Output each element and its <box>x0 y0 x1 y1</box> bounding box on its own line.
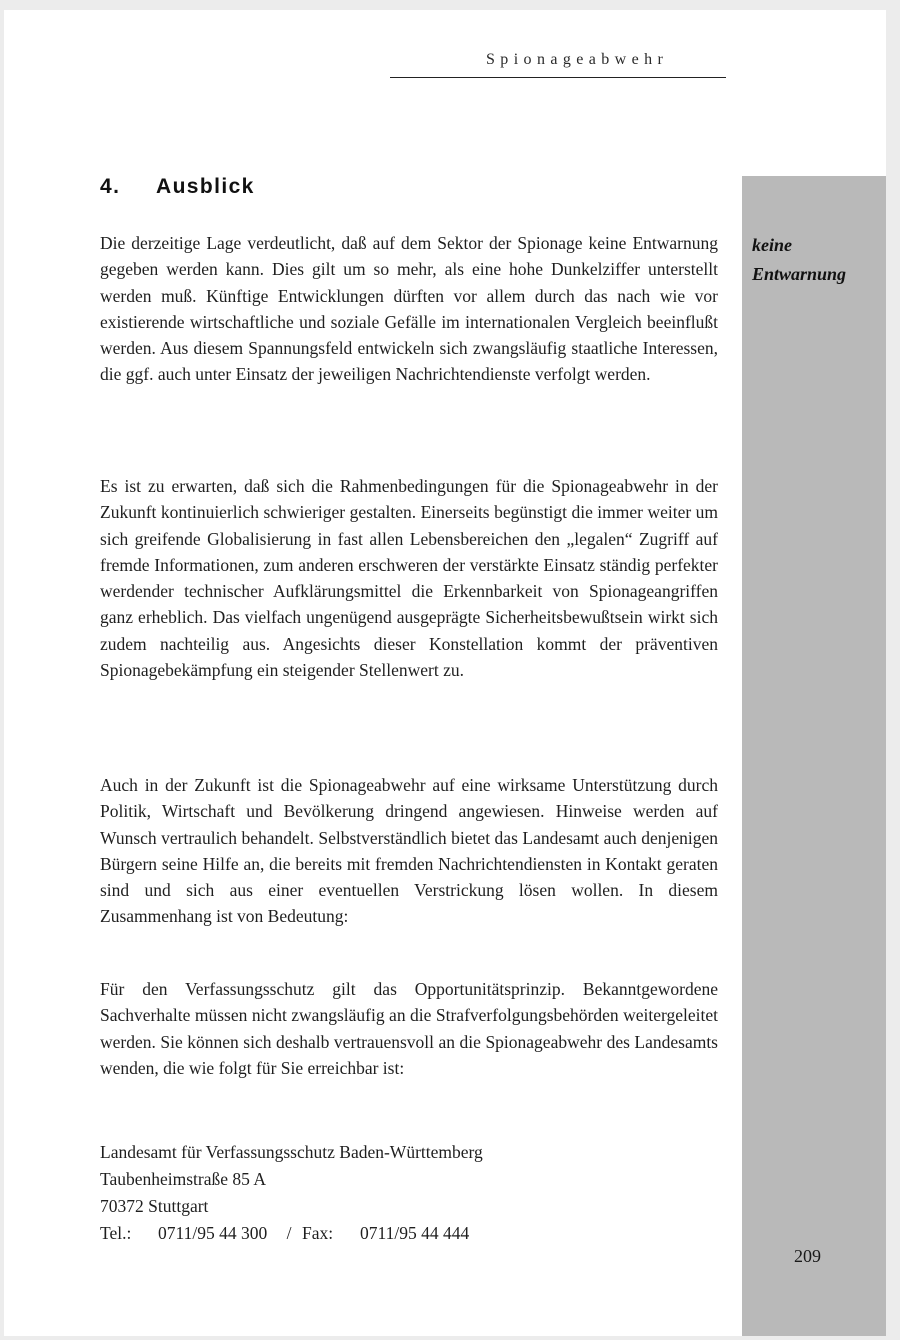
running-head: Spionageabwehr <box>486 51 669 68</box>
margin-note-line-1: keine <box>752 235 792 255</box>
fax-label: Fax: <box>302 1223 334 1243</box>
paragraph-2: Es ist zu erwarten, daß sich die Rahmenbedingungen für die Spionageabwehr in der Zukunft kontinuierlich schwieriger gestalten. Einerseits begünstigt die immer weiter um sich greifende Globalisierung in fast allen Lebensbereichen den „legalen“ Zugriff auf fremde Informationen, zum anderen erschweren der verstärkte Einsatz ständig perfekter werdender technischer Aufklärungsmittel die Erkennbarkeit von Spionageangriffen ganz erheblich. Das vielfach ungenügend ausgeprägte Sicherheitsbewußtsein wirkt sich zudem nachteilig aus. Angesichts dieser Konstellation kommt der präventiven Spionagebekämpfung ein steigender Stellenwert zu. <box>100 476 718 681</box>
address-name: Landesamt für Verfassungsschutz Baden-Württemberg <box>100 1142 483 1162</box>
section-heading <box>100 175 255 199</box>
address-city: 70372 Stuttgart <box>100 1196 209 1216</box>
contact-address <box>100 1139 718 1247</box>
header-rule <box>390 77 726 78</box>
document-page <box>4 10 886 1336</box>
paragraph-1: Die derzeitige Lage verdeutlicht, daß auf dem Sektor der Spionage keine Entwarnung gegeben werden kann. Dies gilt um so mehr, als eine hohe Dunkelziffer unterstellt werden muß. Künftige Entwicklungen dürften vor allem durch das nach wie vor existierende wirtschaftliche und soziale Gefälle im internationalen Vergleich beeinflußt werden. Aus diesem Spannungsfeld entwickeln sich zwangsläufig staatliche Interessen, die ggf. auch unter Einsatz der jeweiligen Nachrichtendienste verfolgt werden. <box>100 233 718 385</box>
address-phone-line <box>100 1220 718 1247</box>
paragraph-3: Auch in der Zukunft ist die Spionageabwehr auf eine wirksame Unterstützung durch Politik, Wirtschaft und Bevölkerung dringend angewiesen. Hinweise werden auf Wunsch vertraulich behandelt. Selbstverständlich bietet das Landesamt auch denjenigen Bürgern seine Hilfe an, die bereits mit fremden Nachrichtendiensten in Kontakt geraten sind und sich aus einer eventuellen Verstrickung lösen wollen. In diesem Zusammenhang ist von Bedeutung: <box>100 775 718 927</box>
margin-note <box>752 231 846 289</box>
paragraph-4: Für den Verfassungsschutz gilt das Opportunitätsprinzip. Bekanntgewordene Sachverhalte müssen nicht zwangsläufig an die Strafverfolgungsbehörden weitergeleitet werden. Sie können sich deshalb vertrauensvoll an die Spionageabwehr des Landesamts wenden, die wie folgt für Sie erreichbar ist: <box>100 979 718 1078</box>
phone-separator: / <box>286 1223 292 1243</box>
margin-bar <box>742 176 886 1336</box>
section-number: 4. <box>100 175 121 198</box>
section-title: Ausblick <box>156 175 255 198</box>
page-number: 209 <box>794 1246 821 1266</box>
tel-number: 0711/95 44 300 <box>158 1223 268 1243</box>
address-street: Taubenheimstraße 85 A <box>100 1169 266 1189</box>
fax-number: 0711/95 44 444 <box>360 1223 470 1243</box>
tel-label: Tel.: <box>100 1223 132 1243</box>
margin-note-line-2: Entwarnung <box>752 264 847 284</box>
